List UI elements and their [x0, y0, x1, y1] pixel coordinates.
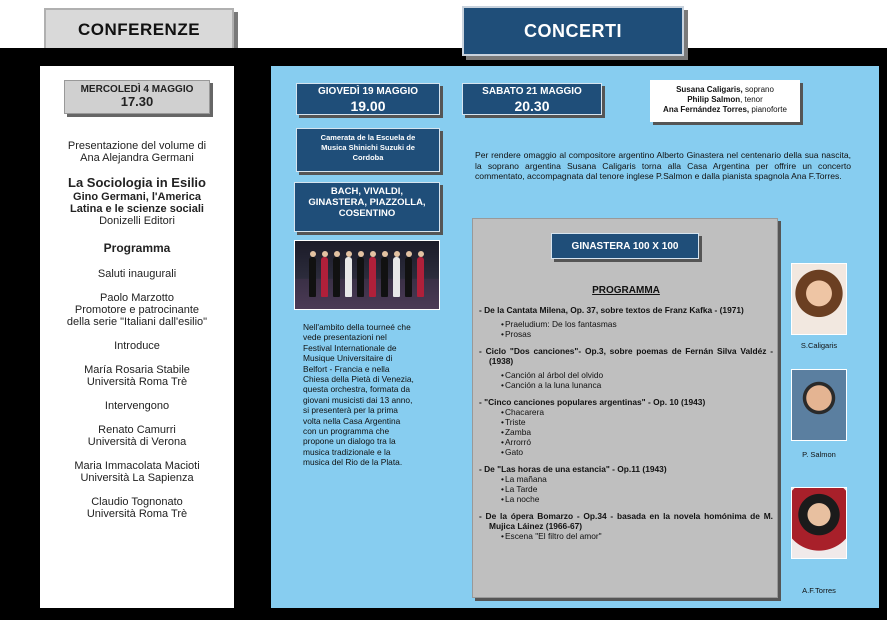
concerti-header: CONCERTI	[462, 6, 684, 56]
program-list	[479, 305, 773, 548]
program-subitem: • Gato	[501, 447, 773, 457]
book-subtitle-line2: Latina e le scienze sociali	[70, 203, 204, 215]
program-item-title: - De la ópera Bomarzo - Op.34 - basada en la novela homónima de M. Mujica Láinez (1966-67)	[479, 511, 773, 531]
conference-panel	[40, 66, 234, 608]
program-subitem: • La Tarde	[501, 484, 773, 494]
performer-salmon-name: Philip Salmon	[687, 95, 741, 104]
orchestra-photo	[294, 240, 440, 310]
introduce-label: Introduce	[114, 340, 160, 352]
speaker-stabile-name: María Rosaria Stabile	[84, 364, 190, 376]
program-subitem: • La noche	[501, 494, 773, 504]
conference-date: MERCOLEDÌ 4 MAGGIO	[80, 84, 194, 95]
program-subitem: • Chacarera	[501, 407, 773, 417]
program-item	[479, 511, 773, 541]
musician-figure	[405, 257, 412, 297]
program-subitem: • Escena "El filtro del amor"	[501, 531, 773, 541]
torres-photo	[791, 487, 847, 559]
speaker-tognonato-aff: Università Roma Trè	[86, 508, 188, 520]
program-item	[479, 346, 773, 390]
intervengono-label: Intervengono	[104, 400, 170, 412]
speaker-macioti-name: Maria Immacolata Macioti	[74, 460, 200, 472]
speaker-camurri-name: Renato Camurri	[98, 424, 176, 436]
program-subitem: • La mañana	[501, 474, 773, 484]
program-item	[479, 397, 773, 457]
program-box	[472, 218, 778, 598]
speaker-marzotto-role-2: della serie "Italiani dall'esilio"	[66, 316, 208, 328]
book-publisher: Donizelli Editori	[99, 215, 175, 227]
torres-caption: A.F.Torres	[802, 586, 836, 595]
book-subtitle-line1: Gino Germani, l'America	[73, 191, 201, 203]
composers-line3: COSENTINO	[338, 208, 396, 219]
concert2-date: SABATO 21 MAGGIO	[482, 86, 582, 97]
program-heading: PROGRAMMA	[592, 285, 660, 296]
performer-salmon-role: , tenor	[740, 95, 763, 104]
musician-figure	[417, 257, 424, 297]
concert2-time: 20.30	[514, 98, 550, 114]
program-title: GINASTERA 100 X 100	[551, 233, 699, 259]
concert1-description: Nell'ambito della tourneé che vede presentazioni nel Festival Internationale de Musique Universitaire di Belfort - Francia e nella Chiesa della Pietà di Venezia, questa orchestra, formata da giovani musicisti dai 13 anno, si presenterà per la prima volta nella Casa Argentina con un programma che propone un dialogo tra la musica tradizionale e la musica del Rio de la Plata.	[303, 322, 414, 468]
performer-torres-name: Ana Fernández Torres,	[663, 105, 750, 114]
program-item-title: - "Cinco canciones populares argentinas" - Op. 10 (1943)	[479, 397, 773, 407]
salmon-photo	[791, 369, 847, 441]
program-subitem: • Canción al árbol del olvido	[501, 370, 773, 380]
musician-figure	[393, 257, 400, 297]
musician-figure	[369, 257, 376, 297]
concert1-date: GIOVEDÌ 19 MAGGIO	[317, 86, 419, 97]
concert1-time: 19.00	[350, 98, 386, 114]
speaker-marzotto-role-1: Promotore e patrocinante	[74, 304, 200, 316]
concert2-date-box	[462, 83, 602, 115]
performer-torres-role: pianoforte	[749, 105, 787, 114]
saluti-inaugurali: Saluti inaugurali	[97, 268, 177, 280]
performer-caligaris-role: soprano	[742, 85, 774, 94]
composers-line2: GINASTERA, PIAZZOLLA,	[308, 197, 426, 208]
camerata-box	[296, 128, 440, 172]
concert1-date-box	[296, 83, 440, 115]
concert2-intro: Per rendere omaggio al compositore argentino Alberto Ginastera nel centenario della sua nascita, la soprano argentina Susana Caligaris torna alla Casa Argentina per offrire un concerto commentato, accompagnata dal tenore inglese P.Salmon e dalla pianista spagnola Ana F.Torres.	[475, 150, 851, 181]
caligaris-caption: S.Caligaris	[800, 341, 838, 350]
book-intro-line1: Presentazione del volume di	[67, 140, 207, 152]
program-subitem: • Zamba	[501, 427, 773, 437]
program-item	[479, 464, 773, 504]
musician-figure	[333, 257, 340, 297]
speaker-marzotto-name: Paolo Marzotto	[100, 292, 174, 304]
caligaris-photo	[791, 263, 847, 335]
program-item-title: - De "Las horas de una estancia" - Op.11 (1943)	[479, 464, 773, 474]
camerata-line1: Camerata de la Escuela de	[320, 133, 416, 142]
program-subitem: • Praeludium: De los fantasmas	[501, 319, 773, 329]
programma-heading: Programma	[103, 241, 171, 255]
performers-box	[650, 80, 800, 122]
speaker-tognonato-name: Claudio Tognonato	[91, 496, 183, 508]
musician-figure	[321, 257, 328, 297]
composers-line1: BACH, VIVALDI,	[330, 186, 404, 197]
performer-caligaris-name: Susana Caligaris,	[676, 85, 743, 94]
camerata-line3: Cordoba	[352, 153, 384, 162]
program-subitem: • Triste	[501, 417, 773, 427]
conference-date-box	[64, 80, 210, 114]
program-item-title: - Ciclo "Dos canciones"- Op.3, sobre poemas de Fernán Silva Valdéz - (1938)	[479, 346, 773, 366]
speaker-camurri-aff: Università di Verona	[87, 436, 187, 448]
musician-figure	[357, 257, 364, 297]
speaker-stabile-aff: Università Roma Trè	[86, 376, 188, 388]
musician-figure	[345, 257, 352, 297]
camerata-line2: Musica Shinichi Suzuki de	[321, 143, 415, 152]
program-subitem: • Canción a la luna lunanca	[501, 380, 773, 390]
program-subitem: • Prosas	[501, 329, 773, 339]
conferenze-header: CONFERENZE	[44, 8, 234, 52]
musician-figure	[381, 257, 388, 297]
program-item-title: - De la Cantata Milena, Op. 37, sobre textos de Franz Kafka - (1971)	[479, 305, 773, 315]
book-title: La Sociologia in Esilio	[68, 175, 206, 190]
musician-figure	[309, 257, 316, 297]
speaker-macioti-aff: Università La Sapienza	[80, 472, 194, 484]
program-item	[479, 305, 773, 339]
book-author: Ana Alejandra Germani	[80, 152, 194, 164]
composers-box	[294, 182, 440, 232]
program-subitem: • Arrorró	[501, 437, 773, 447]
salmon-caption: P. Salmon	[802, 450, 836, 459]
conference-time: 17.30	[120, 94, 154, 109]
